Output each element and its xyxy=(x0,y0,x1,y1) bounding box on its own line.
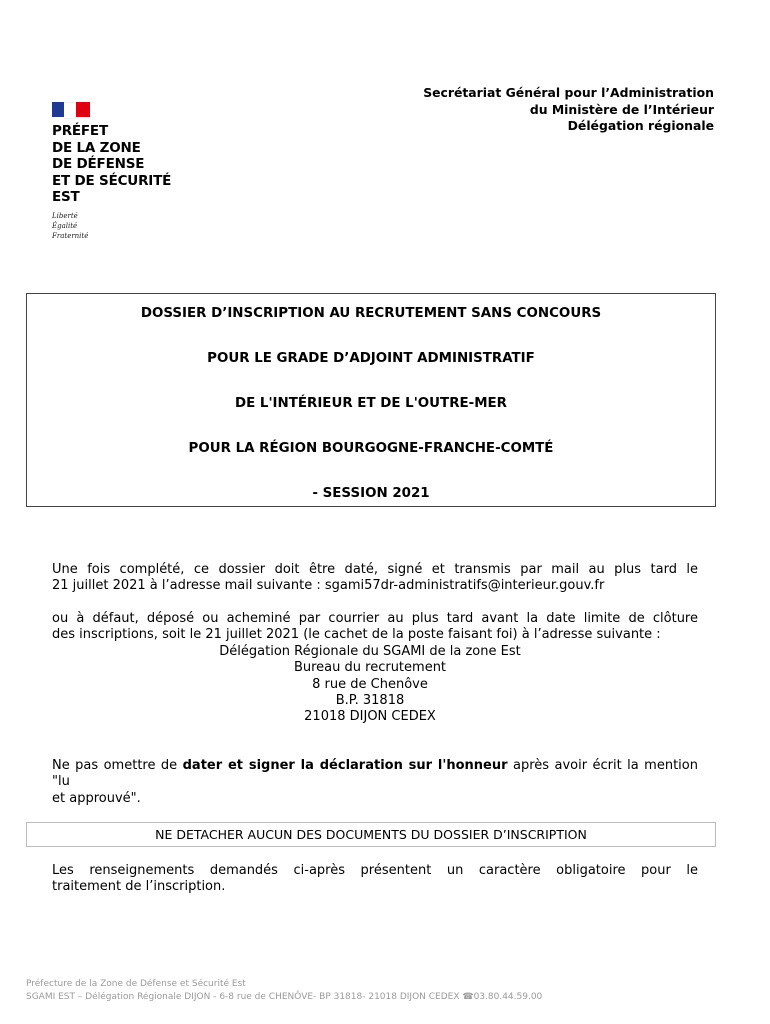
address-line: B.P. 31818 xyxy=(335,692,405,708)
french-flag-icon xyxy=(52,102,90,117)
motto-line: Égalité xyxy=(52,221,78,230)
sender-block xyxy=(423,85,714,135)
sender-line: Délégation régionale xyxy=(567,118,714,133)
prefecture-name-line: ET DE SÉCURITÉ xyxy=(52,172,172,189)
sender-line: du Ministère de l’Intérieur xyxy=(529,101,714,117)
paragraph-line: ou à défaut, déposé ou acheminé par courrier au plus tard avant la date limite de clôture xyxy=(52,611,698,626)
paragraph-line xyxy=(52,758,698,791)
prefecture-name-line: EST xyxy=(52,189,80,205)
motto-line: Fraternité xyxy=(52,231,89,240)
address-line: Délégation Régionale du SGAMI de la zone Est xyxy=(219,644,521,659)
page-footer xyxy=(26,978,542,1004)
republic-motto xyxy=(52,211,171,241)
title-line: DE L'INTÉRIEUR ET DE L'OUTRE-MER xyxy=(234,396,507,411)
paragraph-line: Une fois complété, ce dossier doit être daté, signé et transmis par mail au plus tard le xyxy=(52,562,698,577)
paragraph-line: traitement de l’inscription. xyxy=(52,879,226,895)
postal-instructions xyxy=(52,611,698,644)
reminder-text: Ne pas omettre de xyxy=(52,758,183,773)
do-not-detach-notice: NE DETACHER AUCUN DES DOCUMENTS DU DOSSIER D’INSCRIPTION xyxy=(26,822,716,847)
title-line: POUR LA RÉGION BOURGOGNE-FRANCHE-COMTÉ xyxy=(188,441,554,456)
motto-line: Liberté xyxy=(52,211,78,220)
address-line: 21018 DIJON CEDEX xyxy=(304,709,436,725)
mandatory-info-note xyxy=(52,863,698,896)
paragraph-line: et approuvé". xyxy=(52,790,141,806)
prefecture-name-line: DE LA ZONE xyxy=(52,139,141,156)
title-line: POUR LE GRADE D’ADJOINT ADMINISTRATIF xyxy=(207,351,535,366)
footer-line: Préfecture de la Zone de Défense et Sécurité Est xyxy=(26,979,246,989)
submission-instructions xyxy=(52,562,698,595)
reminder-text: après avoir écrit la mention "lu xyxy=(52,758,698,790)
title-box xyxy=(26,293,716,507)
prefecture-name xyxy=(52,123,171,206)
paragraph-line: 21 juillet 2021 à l’adresse mail suivante : sgami57dr-administratifs@interieur.gouv.fr xyxy=(52,578,605,594)
title-line: DOSSIER D’INSCRIPTION AU RECRUTEMENT SANS CONCOURS xyxy=(140,306,602,321)
flag-red-band xyxy=(76,102,90,117)
reminder-emphasis: dater et signer la déclaration sur l'honneur xyxy=(182,758,508,773)
footer-line: SGAMI EST – Délégation Régionale DIJON - 6-8 rue de CHENÔVE- BP 31818- 21018 DIJON CEDEX ☎03.80.44.59.00 xyxy=(26,992,543,1002)
paragraph-line: Les renseignements demandés ci-après présentent un caractère obligatoire pour le xyxy=(52,863,698,878)
prefecture-logo xyxy=(52,102,171,241)
address-line: 8 rue de Chenôve xyxy=(312,676,428,692)
postal-address xyxy=(120,644,620,725)
address-line: Bureau du recrutement xyxy=(293,660,447,676)
prefecture-name-line: DE DÉFENSE xyxy=(52,156,145,172)
flag-white-band xyxy=(64,102,76,119)
paragraph-line: des inscriptions, soit le 21 juillet 2021 (le cachet de la poste faisant foi) à l’adresse suivante : xyxy=(52,627,661,643)
session-line: - SESSION 2021 xyxy=(312,486,430,501)
sender-line: Secrétariat Général pour l’Administration xyxy=(423,85,714,100)
flag-blue-band xyxy=(52,102,64,117)
prefecture-name-line: PRÉFET xyxy=(52,123,108,139)
signature-reminder xyxy=(52,758,698,807)
